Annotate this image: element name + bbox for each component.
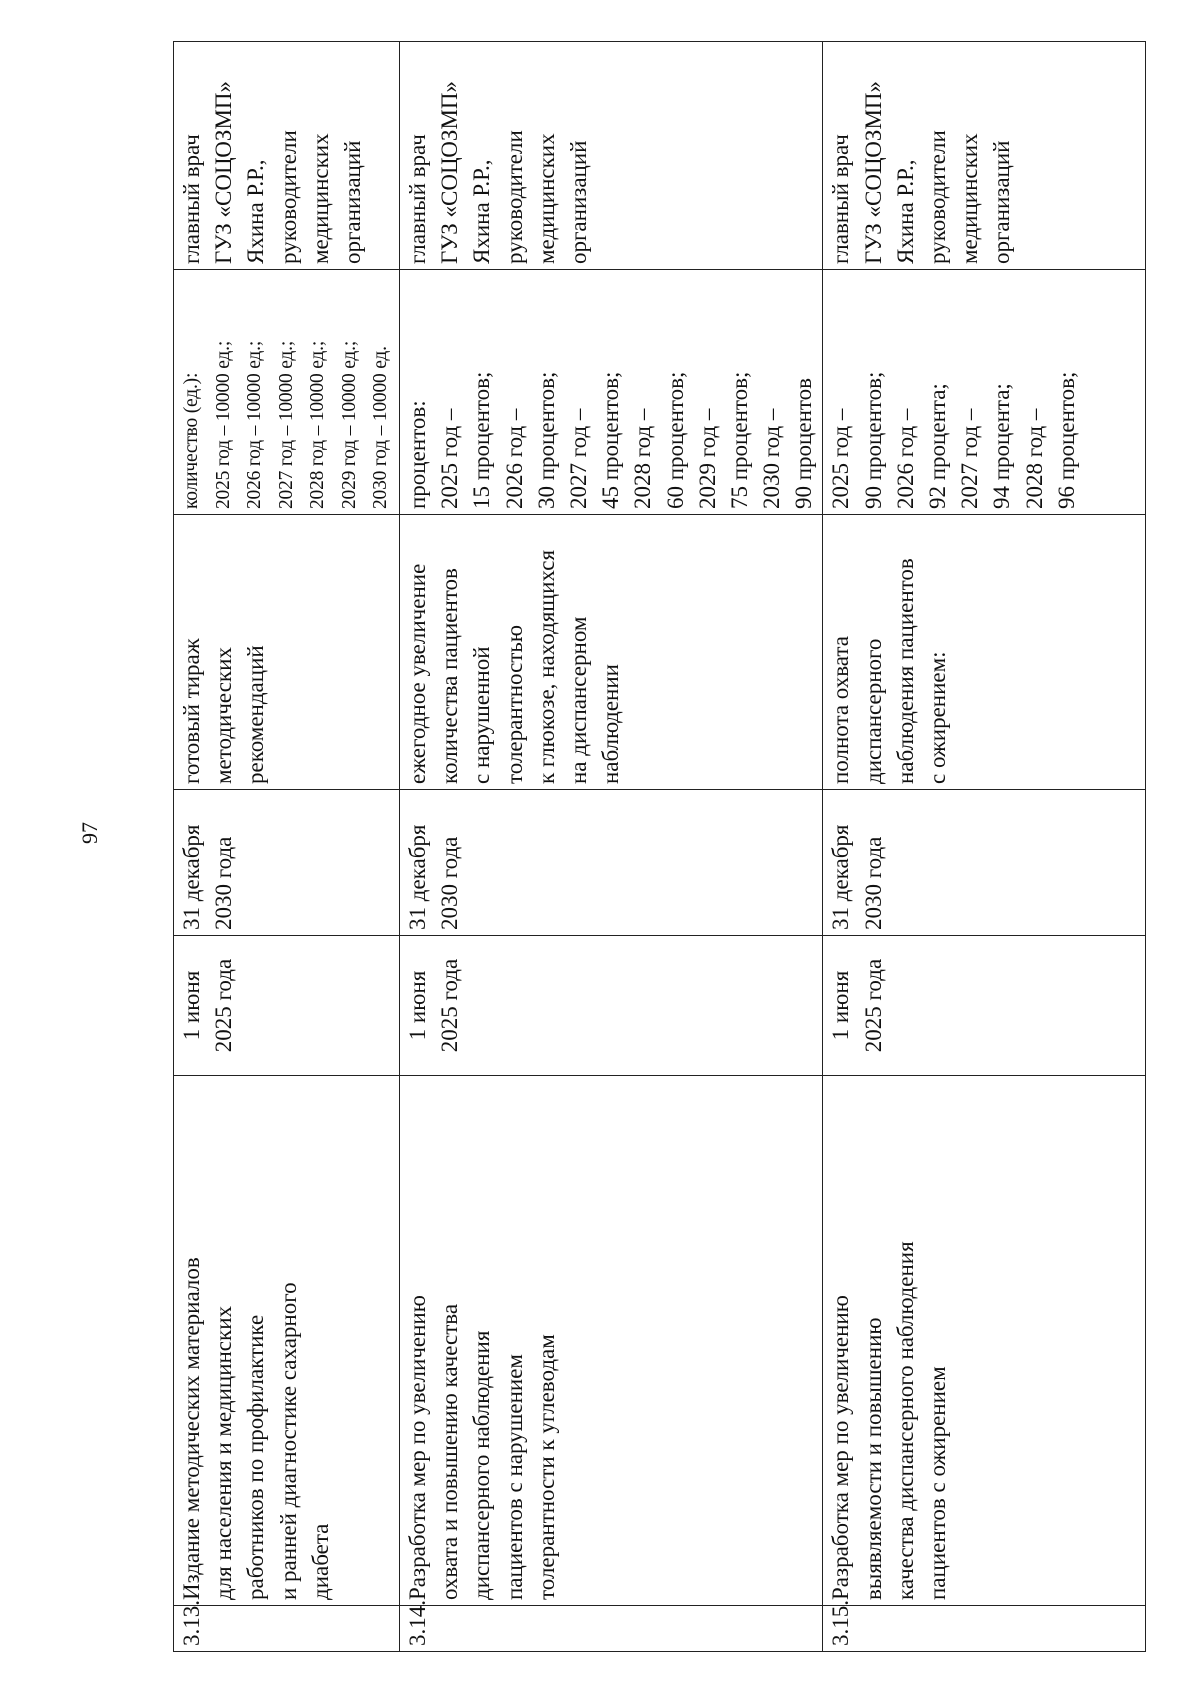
event-cell: Издание методических материалов для населения и медицинских работников по профилактике и ранней диагностике сахарного диабета [174, 1076, 400, 1606]
indicator-cell: количество (ед.): 2025 год – 10000 ед.; 2026 год – 10000 ед.; 2027 год – 10000 ед.; 2028 год – 10000 ед.; 2029 год – 10000 ед.; 2030 год – 10000 ед. [174, 270, 400, 515]
row-number: 3.14. [400, 1606, 823, 1652]
responsible-cell: главный врач ГУЗ «СОЦОЗМП» Яхина Р.Р., руководители медицинских организаций [823, 42, 1146, 270]
event-cell: Разработка мер по увеличению выявляемости и повышению качества диспансерного наблюдения пациентов с ожирением [823, 1076, 1146, 1606]
page-number: 97 [77, 822, 102, 844]
start-date-cell: 1 июня 2025 года [823, 936, 1146, 1076]
end-date-cell: 31 декабря 2030 года [823, 790, 1146, 936]
row-number: 3.15. [823, 1606, 1146, 1652]
responsible-cell: главный врач ГУЗ «СОЦОЗМП» Яхина Р.Р., руководители медицинских организаций [400, 42, 823, 270]
activities-table [173, 41, 1146, 1652]
rotated-table-wrapper [173, 42, 1098, 1652]
row-number: 3.13. [174, 1606, 400, 1652]
table-row [823, 42, 1146, 1652]
result-cell: ежегодное увеличение количества пациентов с нарушенной толерантностью к глюкозе, находящихся на диспансерном наблюдении [400, 515, 823, 790]
table-row [174, 42, 400, 1652]
responsible-cell: главный врач ГУЗ «СОЦОЗМП» Яхина Р.Р., руководители медицинских организаций [174, 42, 400, 270]
result-cell: полнота охвата диспансерного наблюдения пациентов с ожирением: [823, 515, 1146, 790]
table-row [400, 42, 823, 1652]
indicator-cell: 2025 год – 90 процентов; 2026 год – 92 процента; 2027 год – 94 процента; 2028 год – 96 процентов; [823, 270, 1146, 515]
start-date-cell: 1 июня 2025 года [400, 936, 823, 1076]
result-cell: готовый тираж методических рекомендаций [174, 515, 400, 790]
start-date-cell: 1 июня 2025 года [174, 936, 400, 1076]
event-cell: Разработка мер по увеличению охвата и повышению качества диспансерного наблюдения пациентов с нарушением толерантности к углеводам [400, 1076, 823, 1606]
end-date-cell: 31 декабря 2030 года [174, 790, 400, 936]
end-date-cell: 31 декабря 2030 года [400, 790, 823, 936]
indicator-cell: процентов: 2025 год – 15 процентов; 2026 год – 30 процентов; 2027 год – 45 процентов; 2028 год – 60 процентов; 2029 год – 75 процентов; 2030 год – 90 процентов [400, 270, 823, 515]
